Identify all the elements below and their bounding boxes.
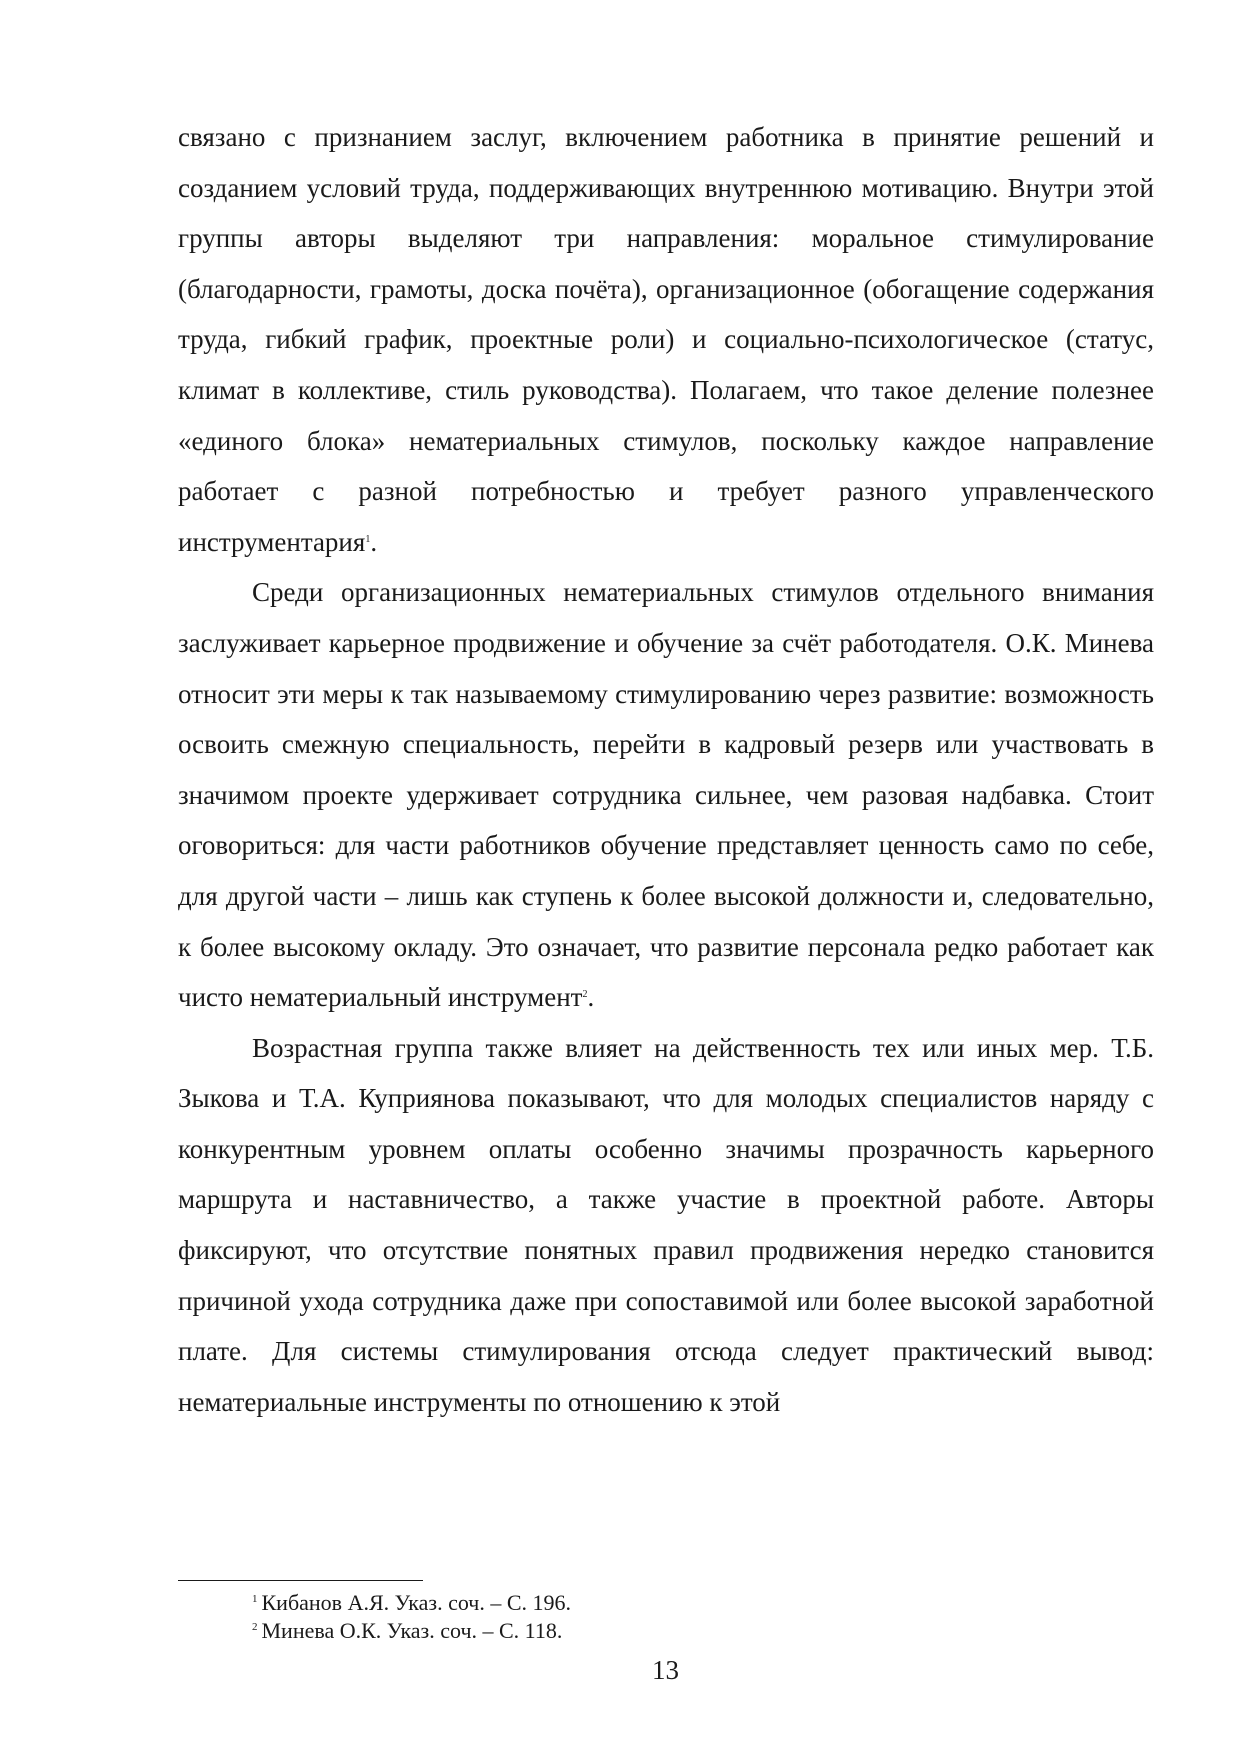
footnote-reference[interactable]: 1 <box>365 533 371 545</box>
paragraph-tail: . <box>587 982 595 1013</box>
footnote <box>252 1617 1152 1645</box>
footnote <box>252 1589 1152 1617</box>
paragraph-text: Среди организационных нематериальных стимулов отдельного внимания заслуживает карьерное продвижение и обучение за счёт работодателя. О.К. Минева относит эти меры к так называемому стимулированию через развитие: возможность освоить смежную специальность, перейти в кадровый резерв или участвовать в значимом проекте удерживает сотрудника сильнее, чем разовая надбавка. Стоит оговориться: для части работников обучение представляет ценность само по себе, для другой части – лишь как ступень к более высокой должности и, следовательно, к более высокому окладу. Это означает, что развитие персонала редко работает как чисто нематериальный инструмент <box>178 577 1154 1013</box>
paragraph-tail: . <box>370 526 378 557</box>
footnote-number: 2 <box>252 1621 258 1633</box>
footnotes <box>252 1589 1152 1645</box>
footnote-text: Кибанов А.Я. Указ. соч. – С. 196. <box>261 1590 572 1615</box>
paragraph-continued <box>178 112 1154 567</box>
footnote-text: Минева О.К. Указ. соч. – С. 118. <box>261 1618 563 1643</box>
page-body <box>178 112 1154 1427</box>
paragraph <box>178 1023 1154 1428</box>
footnote-separator <box>178 1580 423 1581</box>
page-number: 13 <box>652 1655 679 1685</box>
paragraph-text: связано с признанием заслуг, включением работника в принятие решений и созданием условий труда, поддерживающих внутреннюю мотивацию. Внутри этой группы авторы выделяют три направления: моральное стимулирование (благодарности, грамоты, доска почёта), организационное (обогащение содержания труда, гибкий график, проектные роли) и социально-психологическое (статус, климат в коллективе, стиль руководства). Полагаем, что такое деление полезнее «единого блока» нематериальных стимулов, поскольку каждое направление работает с разной потребностью и требует разного управленческого инструментария <box>178 122 1154 557</box>
footnote-reference[interactable]: 2 <box>582 989 588 1001</box>
footnote-number: 1 <box>252 1593 258 1605</box>
paragraph <box>178 567 1154 1022</box>
paragraph-text: Возрастная группа также влияет на действенность тех или иных мер. Т.Б. Зыкова и Т.А. Куприянова показывают, что для молодых специалистов наряду с конкурентным уровнем оплаты особенно значимы прозрачность карьерного маршрута и наставничество, а также участие в проектной работе. Авторы фиксируют, что отсутствие понятных правил продвижения нередко становится причиной ухода сотрудника даже при сопоставимой или более высокой заработной плате. Для системы стимулирования отсюда следует практический вывод: нематериальные инструменты по отношению к этой <box>178 1032 1154 1417</box>
